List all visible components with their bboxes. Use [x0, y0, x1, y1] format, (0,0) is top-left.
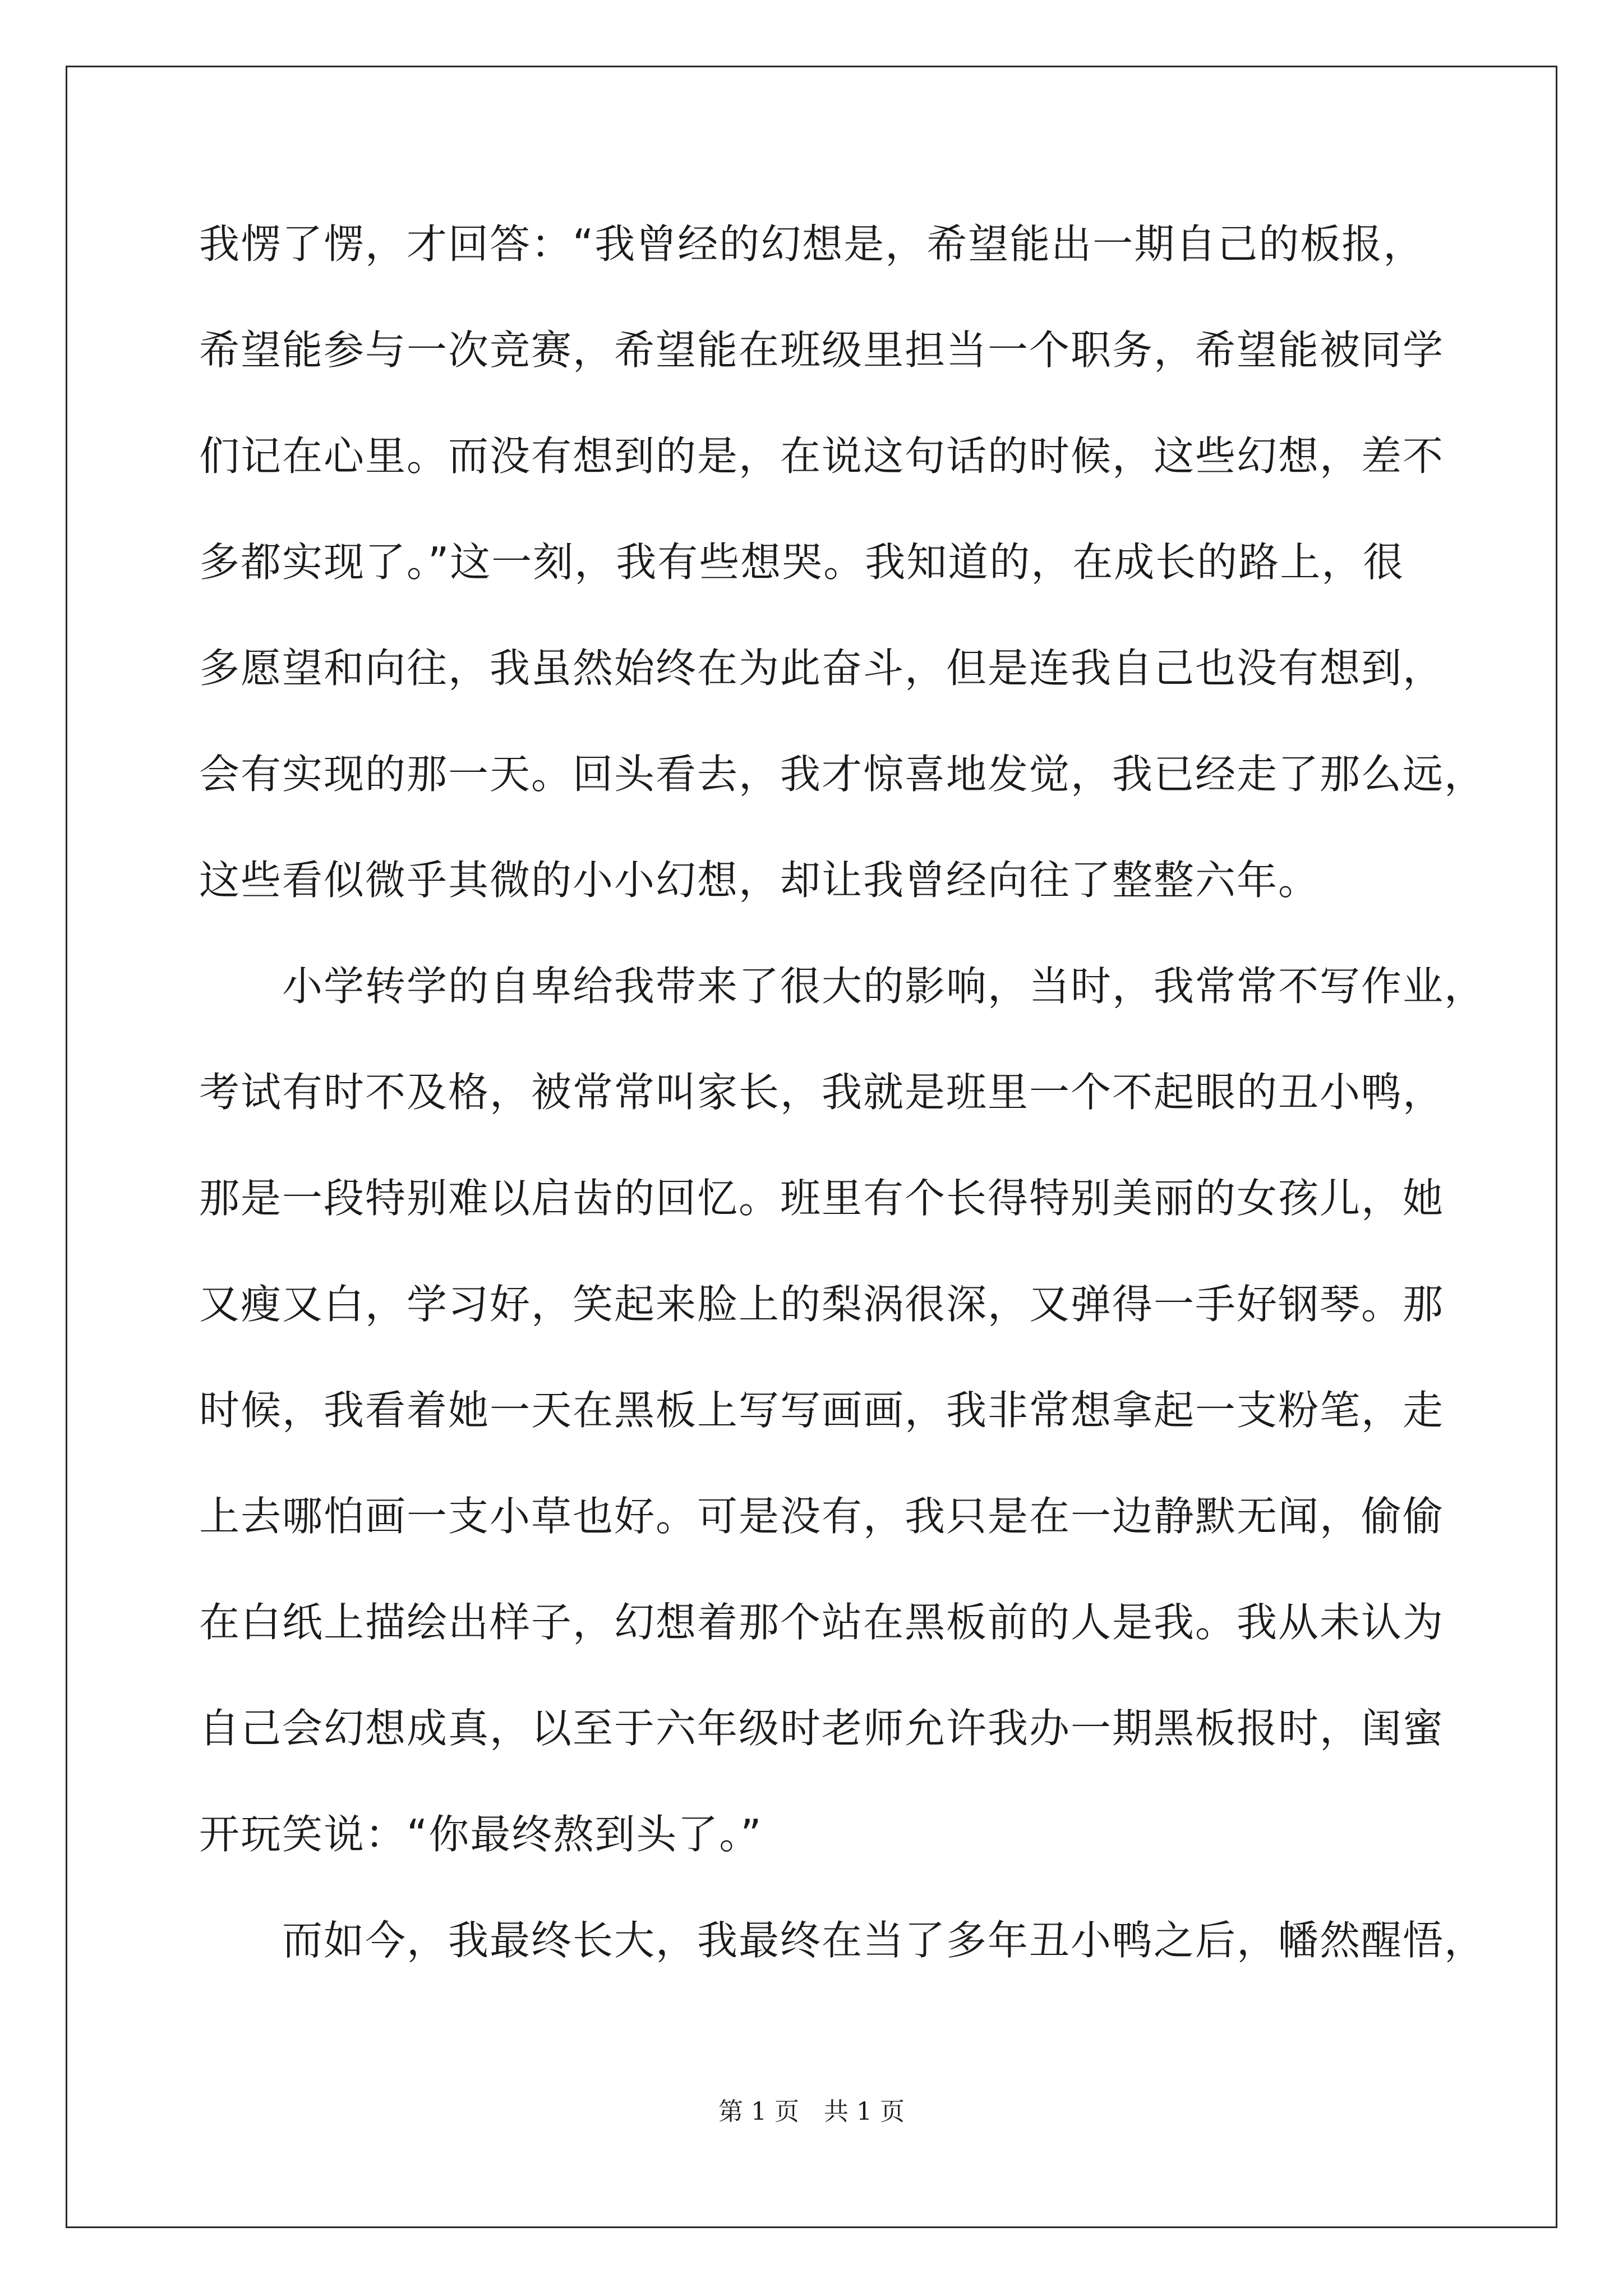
text-line: 多都实现了。”这一刻，我有些想哭。我知道的，在成长的路上，很 — [199, 539, 1405, 586]
text-line: 时候，我看着她一天在黑板上写写画画，我非常想拿起一支粉笔，走 — [199, 1387, 1445, 1434]
text-line: 那是一段特别难以启齿的回忆。班里有个长得特别美丽的女孩儿，她 — [199, 1175, 1445, 1222]
text-line: 会有实现的那一天。回头看去，我才惊喜地发觉，我已经走了那么远， — [199, 751, 1486, 798]
text-line: 希望能参与一次竞赛，希望能在班级里担当一个职务，希望能被同学 — [199, 326, 1445, 374]
text-line: 小学转学的自卑给我带来了很大的影响，当时，我常常不写作业， — [199, 963, 1486, 1010]
text-line: 考试有时不及格，被常常叫家长，我就是班里一个不起眼的丑小鸭， — [199, 1069, 1445, 1116]
text-line: 们记在心里。而没有想到的是，在说这句话的时候，这些幻想，差不 — [199, 432, 1445, 480]
text-line: 而如今，我最终长大，我最终在当了多年丑小鸭之后，幡然醒悟， — [199, 1917, 1486, 1964]
text-line: 多愿望和向往，我虽然始终在为此奋斗，但是连我自己也没有想到， — [199, 645, 1445, 692]
page-border — [66, 66, 1557, 2228]
text-line: 又瘦又白，学习好，笑起来脸上的梨涡很深，又弹得一手好钢琴。那 — [199, 1281, 1445, 1328]
page-number-footer: 第 1 页 共 1 页 — [718, 2097, 905, 2126]
text-line: 这些看似微乎其微的小小幻想，却让我曾经向往了整整六年。 — [199, 857, 1320, 904]
text-line: 自己会幻想成真，以至于六年级时老师允许我办一期黑板报时，闺蜜 — [199, 1705, 1445, 1752]
text-line: 上去哪怕画一支小草也好。可是没有，我只是在一边静默无闻，偷偷 — [199, 1493, 1445, 1540]
text-line: 在白纸上描绘出样子，幻想着那个站在黑板前的人是我。我从未认为 — [199, 1599, 1445, 1646]
text-line: 我愣了愣，才回答：“我曾经的幻想是，希望能出一期自己的板报， — [199, 220, 1425, 268]
text-line: 开玩笑说：“你最终熬到头了。” — [199, 1811, 763, 1858]
